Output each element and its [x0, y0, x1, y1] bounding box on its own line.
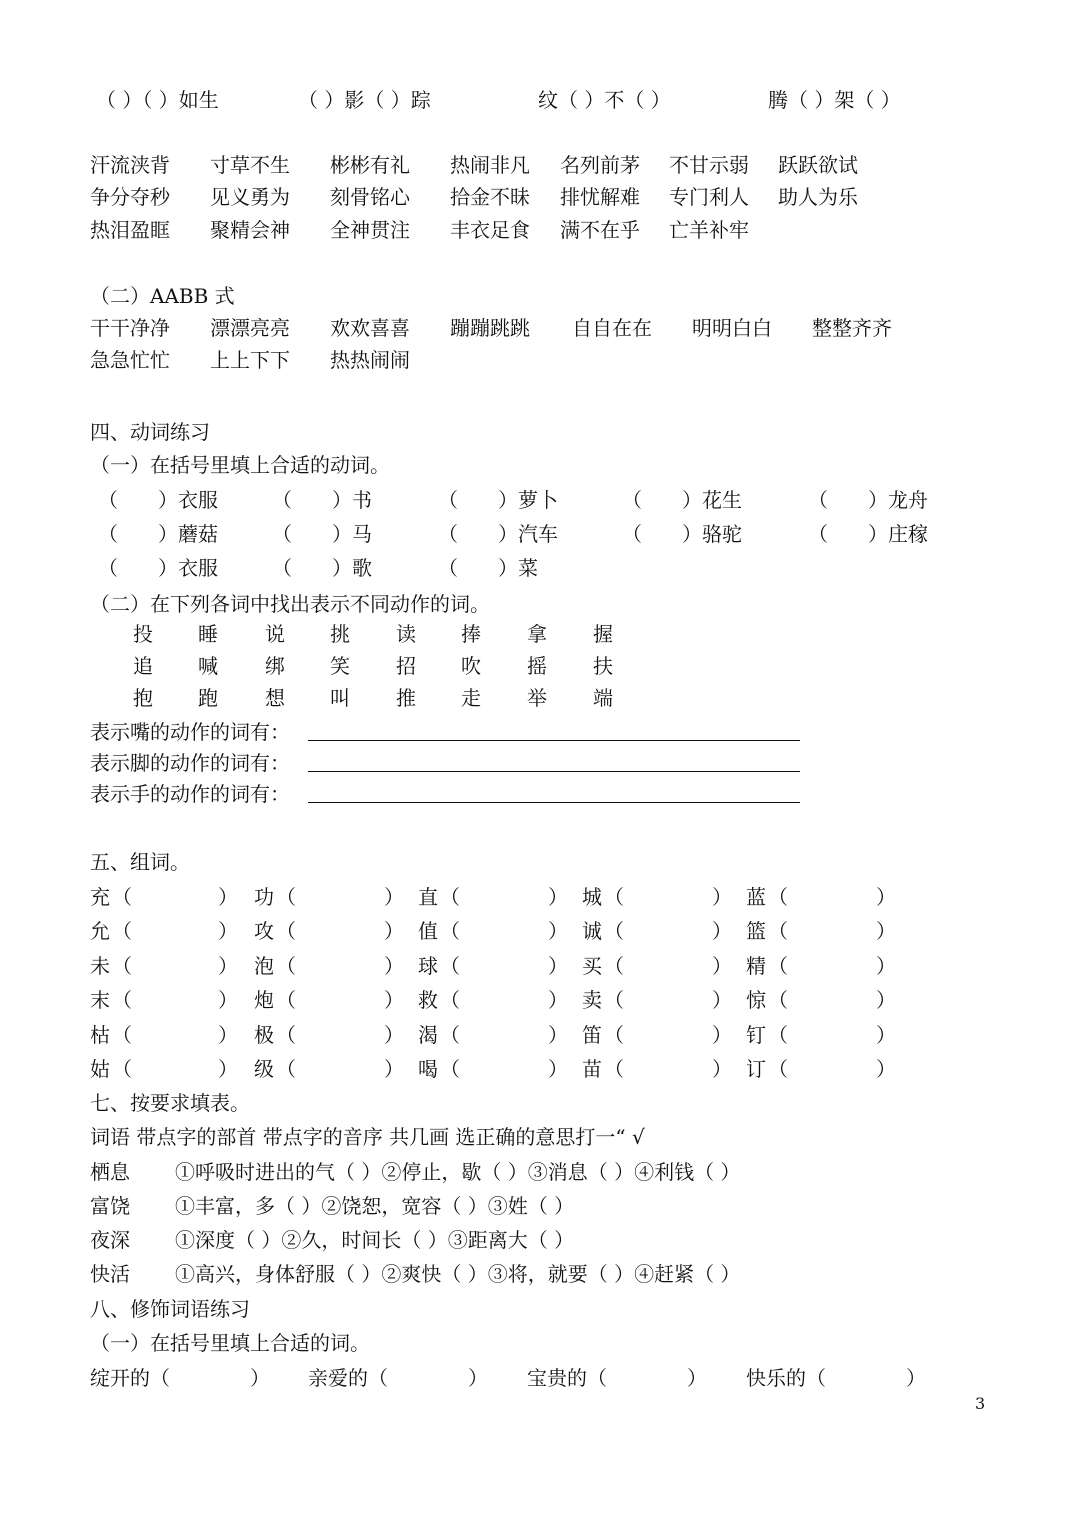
word-formation-char: 枯	[90, 1023, 110, 1047]
action-char: 读	[396, 622, 416, 646]
word-formation-char: 渴	[418, 1023, 438, 1047]
action-char: 挑	[330, 622, 350, 646]
answer-bracket-close: ）	[384, 1057, 404, 1081]
section8-sub1: （一）在括号里填上合适的词。	[90, 1331, 370, 1355]
idiom-item: 排忧解难	[560, 185, 640, 209]
idiom-item: 聚精会神	[210, 218, 290, 242]
action-char: 说	[265, 622, 285, 646]
verb-blank-item: （ ）花生	[622, 488, 742, 512]
answer-bracket-open[interactable]: （	[440, 954, 460, 978]
answer-bracket-open[interactable]: （	[276, 988, 296, 1012]
word-formation-char: 卖	[582, 988, 602, 1012]
answer-bracket-open[interactable]: （	[768, 988, 788, 1012]
verb-blank-item: （ ）书	[272, 488, 372, 512]
idiom-item: 跃跃欲试	[778, 153, 858, 177]
answer-bracket-close: ）	[384, 988, 404, 1012]
section4-sub1: （一）在括号里填上合适的动词。	[90, 453, 390, 477]
word-formation-char: 钉	[746, 1023, 766, 1047]
aabb-item: 漂漂亮亮	[210, 316, 290, 340]
action-char: 端	[593, 686, 613, 710]
answer-bracket-open[interactable]: （	[604, 988, 624, 1012]
idiom-item: 满不在乎	[560, 218, 640, 242]
idiom-item: 全神贯注	[330, 218, 410, 242]
idiom-item: 汗流浃背	[90, 153, 170, 177]
answer-bracket-open[interactable]: （	[112, 1023, 132, 1047]
answer-bracket-open[interactable]: （	[276, 954, 296, 978]
answer-bracket-close: ）	[712, 919, 732, 943]
idiom-item: 不甘示弱	[669, 153, 749, 177]
action-char: 追	[133, 654, 153, 678]
answer-bracket-open[interactable]: （	[440, 919, 460, 943]
idiom-item: 助人为乐	[778, 185, 858, 209]
action-char: 捧	[461, 622, 481, 646]
idiom-item: 彬彬有礼	[330, 153, 410, 177]
action-char: 睡	[198, 622, 218, 646]
answer-bracket-open[interactable]: （	[440, 1023, 460, 1047]
word-formation-char: 篮	[746, 919, 766, 943]
action-char: 推	[396, 686, 416, 710]
answer-bracket-close: ）	[876, 954, 896, 978]
answer-bracket-close: ）	[548, 988, 568, 1012]
answer-bracket-open[interactable]: （	[768, 919, 788, 943]
answer-bracket-close: ）	[548, 885, 568, 909]
verb-blank-item: （ ）庄稼	[808, 522, 928, 546]
idiom-item: 丰衣足食	[450, 218, 530, 242]
meaning-options: ①深度（ ）②久，时间长（ ）③距离大（ ）	[175, 1228, 575, 1252]
word-formation-char: 姑	[90, 1057, 110, 1081]
prompt-mouth-actions: 表示嘴的动作的词有：	[90, 720, 290, 744]
aabb-item: 蹦蹦跳跳	[450, 316, 530, 340]
word-formation-char: 泡	[254, 954, 274, 978]
action-char: 叫	[330, 686, 350, 710]
idiom-item: 专门利人	[669, 185, 749, 209]
action-char: 想	[265, 686, 285, 710]
table-header: 词语 带点字的部首 带点字的音序 共几画 选正确的意思打一“ √	[90, 1125, 645, 1149]
word-formation-char: 炮	[254, 988, 274, 1012]
word-formation-char: 功	[254, 885, 274, 909]
action-char: 握	[593, 622, 613, 646]
answer-bracket-close: ）	[712, 988, 732, 1012]
action-char: 举	[527, 686, 547, 710]
verb-blank-item: （ ）龙舟	[808, 488, 928, 512]
word-formation-char: 买	[582, 954, 602, 978]
idiom-item: 见义勇为	[210, 185, 290, 209]
idiom-item: 热闹非凡	[450, 153, 530, 177]
answer-bracket-open[interactable]: （	[604, 919, 624, 943]
meaning-options: ①高兴，身体舒服（ ）②爽快（ ）③将，就要（ ）④赶紧（ ）	[175, 1262, 741, 1286]
section4-sub2: （二）在下列各词中找出表示不同动作的词。	[90, 592, 490, 616]
modifier-item: 快乐的（ ）	[746, 1366, 926, 1390]
verb-blank-item: （ ）骆驼	[622, 522, 742, 546]
action-char: 招	[396, 654, 416, 678]
word-formation-char: 直	[418, 885, 438, 909]
answer-bracket-close: ）	[218, 988, 238, 1012]
word-formation-char: 精	[746, 954, 766, 978]
word-formation-char: 蓝	[746, 885, 766, 909]
answer-bracket-close: ）	[384, 919, 404, 943]
answer-line-hand[interactable]	[308, 802, 800, 803]
meaning-options: ①丰富，多（ ）②饶恕，宽容（ ）③姓（ ）	[175, 1194, 575, 1218]
prompt-foot-actions: 表示脚的动作的词有：	[90, 751, 290, 775]
answer-bracket-open[interactable]: （	[604, 1023, 624, 1047]
answer-bracket-open[interactable]: （	[112, 885, 132, 909]
section5-title: 五、组词。	[90, 850, 190, 874]
answer-bracket-close: ）	[384, 1023, 404, 1047]
answer-bracket-close: ）	[712, 1057, 732, 1081]
aabb-item: 热热闹闹	[330, 348, 410, 372]
aabb-item: 上上下下	[210, 348, 290, 372]
answer-bracket-close: ）	[712, 885, 732, 909]
prompt-hand-actions: 表示手的动作的词有：	[90, 782, 290, 806]
answer-bracket-close: ）	[876, 1023, 896, 1047]
action-char: 抱	[133, 686, 153, 710]
word-formation-char: 极	[254, 1023, 274, 1047]
word-formation-char: 苗	[582, 1057, 602, 1081]
answer-bracket-open[interactable]: （	[604, 954, 624, 978]
answer-bracket-close: ）	[876, 1057, 896, 1081]
idiom-item: 争分夺秒	[90, 185, 170, 209]
aabb-item: 明明白白	[692, 316, 772, 340]
answer-bracket-open[interactable]: （	[604, 885, 624, 909]
answer-bracket-close: ）	[548, 1057, 568, 1081]
word-formation-char: 值	[418, 919, 438, 943]
table-word: 夜深	[90, 1228, 130, 1252]
answer-bracket-open[interactable]: （	[112, 988, 132, 1012]
answer-bracket-open[interactable]: （	[276, 885, 296, 909]
aabb-item: 自自在在	[572, 316, 652, 340]
aabb-item: 欢欢喜喜	[330, 316, 410, 340]
answer-bracket-open[interactable]: （	[112, 1057, 132, 1081]
answer-bracket-open[interactable]: （	[440, 988, 460, 1012]
word-formation-char: 订	[746, 1057, 766, 1081]
aabb-heading: （二）AABB 式	[90, 284, 235, 308]
action-char: 扶	[593, 654, 613, 678]
aabb-item: 干干净净	[90, 316, 170, 340]
word-formation-char: 末	[90, 988, 110, 1012]
action-char: 走	[461, 686, 481, 710]
idiom-blank-3: 纹（ ）不（ ）	[538, 88, 671, 112]
word-formation-char: 级	[254, 1057, 274, 1081]
action-char: 拿	[527, 622, 547, 646]
idiom-item: 名列前茅	[560, 153, 640, 177]
section8-title: 八、修饰词语练习	[90, 1297, 250, 1321]
idiom-item: 刻骨铭心	[330, 185, 410, 209]
verb-blank-item: （ ）蘑菇	[98, 522, 218, 546]
action-char: 喊	[198, 654, 218, 678]
word-formation-char: 笛	[582, 1023, 602, 1047]
answer-bracket-open[interactable]: （	[604, 1057, 624, 1081]
action-char: 笑	[330, 654, 350, 678]
answer-bracket-open[interactable]: （	[276, 1057, 296, 1081]
answer-line-mouth[interactable]	[308, 740, 800, 741]
action-char: 吹	[461, 654, 481, 678]
answer-bracket-open[interactable]: （	[276, 1023, 296, 1047]
table-word: 栖息	[90, 1160, 130, 1184]
verb-blank-item: （ ）萝卜	[438, 488, 558, 512]
answer-bracket-open[interactable]: （	[768, 1057, 788, 1081]
verb-blank-item: （ ）歌	[272, 556, 372, 580]
idiom-item: 拾金不昧	[450, 185, 530, 209]
table-word: 富饶	[90, 1194, 130, 1218]
modifier-item: 宝贵的（ ）	[527, 1366, 707, 1390]
answer-bracket-close: ）	[218, 1057, 238, 1081]
word-formation-char: 惊	[746, 988, 766, 1012]
answer-bracket-close: ）	[218, 885, 238, 909]
answer-bracket-close: ）	[876, 919, 896, 943]
answer-bracket-open[interactable]: （	[440, 885, 460, 909]
word-formation-char: 允	[90, 919, 110, 943]
answer-bracket-close: ）	[876, 885, 896, 909]
idiom-blank-1: （ ）（ ）如生	[96, 88, 219, 112]
answer-bracket-close: ）	[384, 954, 404, 978]
word-formation-char: 球	[418, 954, 438, 978]
modifier-item: 亲爱的（ ）	[308, 1366, 488, 1390]
modifier-item: 绽开的（ ）	[90, 1366, 270, 1390]
answer-line-foot[interactable]	[308, 771, 800, 772]
section7-title: 七、按要求填表。	[90, 1091, 250, 1115]
word-formation-char: 救	[418, 988, 438, 1012]
section4-title: 四、动词练习	[90, 420, 210, 444]
answer-bracket-close: ）	[876, 988, 896, 1012]
answer-bracket-close: ）	[218, 1023, 238, 1047]
idiom-item: 亡羊补牢	[669, 218, 749, 242]
answer-bracket-close: ）	[712, 1023, 732, 1047]
word-formation-char: 诚	[582, 919, 602, 943]
action-char: 投	[133, 622, 153, 646]
answer-bracket-close: ）	[548, 919, 568, 943]
word-formation-char: 城	[582, 885, 602, 909]
action-char: 摇	[527, 654, 547, 678]
answer-bracket-open[interactable]: （	[112, 919, 132, 943]
aabb-item: 急急忙忙	[90, 348, 170, 372]
verb-blank-item: （ ）马	[272, 522, 372, 546]
answer-bracket-close: ）	[548, 1023, 568, 1047]
idiom-item: 热泪盈眶	[90, 218, 170, 242]
word-formation-char: 喝	[418, 1057, 438, 1081]
idiom-blank-4: 腾（ ）架（ ）	[768, 88, 901, 112]
action-char: 跑	[198, 686, 218, 710]
word-formation-char: 充	[90, 885, 110, 909]
aabb-item: 整整齐齐	[812, 316, 892, 340]
answer-bracket-open[interactable]: （	[112, 954, 132, 978]
answer-bracket-open[interactable]: （	[768, 885, 788, 909]
answer-bracket-open[interactable]: （	[440, 1057, 460, 1081]
idiom-blank-2: （ ）影（ ）踪	[298, 88, 431, 112]
answer-bracket-close: ）	[218, 954, 238, 978]
answer-bracket-open[interactable]: （	[768, 1023, 788, 1047]
action-char: 绑	[265, 654, 285, 678]
page-number: 3	[975, 1394, 986, 1413]
word-formation-char: 未	[90, 954, 110, 978]
verb-blank-item: （ ）菜	[438, 556, 538, 580]
answer-bracket-close: ）	[548, 954, 568, 978]
answer-bracket-open[interactable]: （	[768, 954, 788, 978]
verb-blank-item: （ ）汽车	[438, 522, 558, 546]
answer-bracket-open[interactable]: （	[276, 919, 296, 943]
answer-bracket-close: ）	[712, 954, 732, 978]
answer-bracket-close: ）	[218, 919, 238, 943]
verb-blank-item: （ ）衣服	[98, 556, 218, 580]
meaning-options: ①呼吸时进出的气（ ）②停止，歇（ ）③消息（ ）④利钱（ ）	[175, 1160, 741, 1184]
table-word: 快活	[90, 1262, 130, 1286]
answer-bracket-close: ）	[384, 885, 404, 909]
verb-blank-item: （ ）衣服	[98, 488, 218, 512]
idiom-item: 寸草不生	[210, 153, 290, 177]
word-formation-char: 攻	[254, 919, 274, 943]
